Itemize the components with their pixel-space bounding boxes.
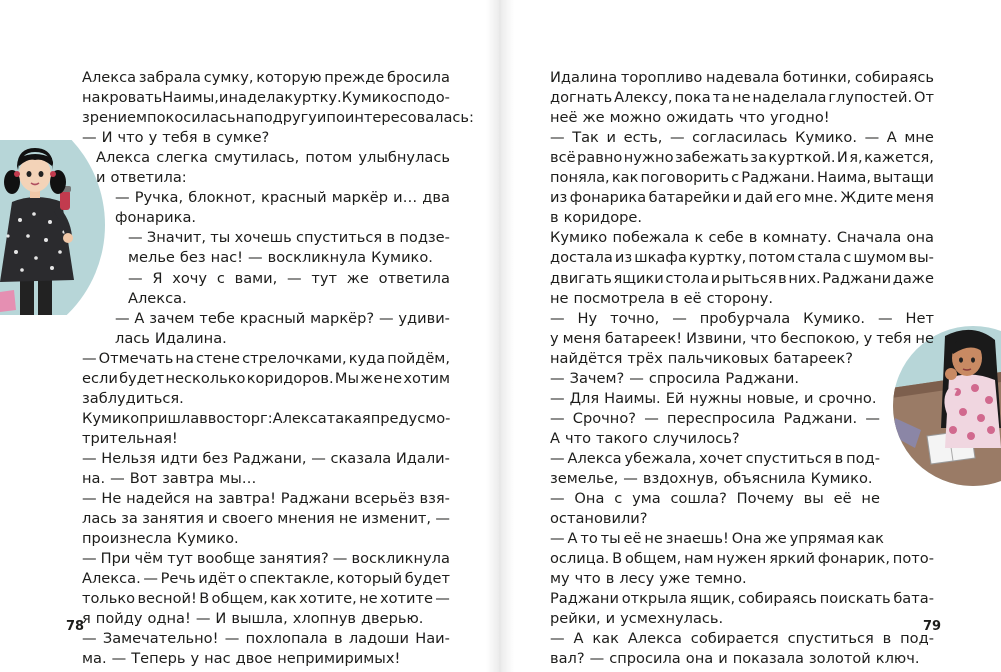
left-page-text-line: — Не надейся на завтра! Раджани всерьёз взя- [82,490,450,508]
right-page-text-line: — Алекса убежала, хочет спуститься в под- [550,449,880,467]
left-page-text-line: — Отмечать на стене стрелочками, куда пойдём, [82,349,450,367]
right-page-text-line: Идалина торопливо надевала ботинки, собираясь [550,69,934,86]
left-page-text-line: Алекса. — Речь идёт о спектакле, который будет [82,570,450,588]
right-page-text-line: Кумико побежала к себе в комнату. Сначала она [550,229,934,247]
page-number-left: 78 [66,619,85,634]
left-page-text-line: — Я хочу с вами, — тут же ответила [128,269,450,287]
right-page-text-line: остановили? [550,510,648,528]
left-page-text-line: — Нельзя идти без Раджани, — сказала Идали- [82,449,450,467]
right-page-text-line: двигать ящики стола и рыться в них. Раджани даже [550,269,934,287]
right-page-text-line: рейки, и усмехнулась. [550,610,724,628]
right-page-text-line: у меня батареек! Извини, что беспокою, у тебя не [550,329,934,347]
right-page-text-line: в коридоре. [550,209,643,227]
book-gutter [486,0,514,672]
right-page-text-line: — Срочно? — переспросила Раджани. — [550,409,880,427]
left-page-text-line: и ответила: [96,169,187,187]
right-page-text-line: — Ну точно, — пробурчала Кумико. — Нет [550,309,934,327]
left-page-text-line: я пойду одна! — И вышла, хлопнув дверью. [82,610,424,628]
right-page-text-line: всё равно нужно забежать за курткой. И я, кажется, [550,149,934,167]
right-page-text-line: — Так и есть, — согласилась Кумико. — А мне [550,129,934,147]
left-page-text-line: — Значит, ты хочешь спуститься в подзе- [128,229,450,247]
left-page-text-line: — При чём тут вообще занятия? — воскликнула [82,550,450,568]
right-page-text-line: — Для Наимы. Ей нужны новые, и срочно. [550,389,877,407]
right-page-text-line: — А как Алекса собирается спуститься в под- [550,630,934,648]
right-page-text-line: — А то ты её не знаешь! Она же упрямая как [550,530,884,548]
right-page-text-line: неё же можно ожидать что угодно! [550,109,830,127]
left-page-text-line: лась Идалина. [115,329,227,347]
right-page-text-line: догнать Алексу, пока та не наделала глупостей. От [550,89,934,107]
left-page-text-line: — И что у тебя в сумке? [82,129,270,147]
alexa-illustration [0,140,110,315]
left-page-text-line: зрением покосилась на подругу и поинтересовалась: [82,109,474,127]
right-page-text-line: вал? — спросила она и показала золотой ключ. [550,650,920,668]
right-page [500,0,1001,672]
left-page-text-line: на. — Вот завтра мы… [82,470,257,487]
left-page-text-line: трительная! [82,429,178,447]
left-page-text-line: на кровать Наимы, и надела куртку. Кумико с подо- [82,89,450,107]
right-page-text-line: му что в лесу уже темно. [550,570,747,588]
left-page-text-line: — Замечательно! — похлопала в ладоши Наи- [82,630,450,648]
left-page-text-line: Алекса забрала сумку, которую прежде бросила [82,69,450,86]
right-page-text-line: земелье, — вздохнув, объяснила Кумико. [550,470,873,487]
left-page-text-line: если будет несколько коридоров. Мы же не хотим [82,369,450,387]
right-page-text-line: А что такого случилось? [550,429,740,447]
left-page-text-line: лась за занятия и своего мнения не изменит, — [82,510,450,528]
left-page-text-line: фонарика. [115,209,197,227]
left-page-text-line: — Ручка, блокнот, красный маркёр и… два [115,189,450,207]
right-page-text-line: из фонарика батарейки и дай его мне. Ждите меня [550,189,934,207]
page-number-right: 79 [923,619,942,634]
left-page [0,0,500,672]
left-page-text-line: — А зачем тебе красный маркёр? — удиви- [115,309,450,327]
right-page-text-line: — Зачем? — спросила Раджани. [550,369,799,387]
left-page-text-line: Алекса слегка смутилась, потом улыбнулась [96,149,450,167]
right-page-text-line: ослица. В общем, нам нужен яркий фонарик, пото- [550,550,934,568]
left-page-text-line: ма. — Теперь у нас двое непримиримых! [82,650,401,668]
left-page-text-line: произнесла Кумико. [82,530,239,548]
right-page-text-line: достала из шкафа куртку, потом стала с шумом вы- [550,249,934,267]
left-page-text-line: мелье без нас! — воскликнула Кумико. [128,249,433,267]
left-page-text-line: заблудиться. [82,389,184,407]
right-page-text-line: — Она с ума сошла? Почему вы её не [550,490,880,508]
left-page-text-line: только весной! В общем, как хотите, не хотите — [82,590,450,608]
right-page-text-line: Раджани открыла ящик, собираясь поискать бата- [550,590,934,608]
right-page-text-line: найдётся трёх пальчиковых батареек? [550,349,853,367]
left-page-text-line: Кумико пришла в восторг: Алекса такая предусмо- [82,409,451,427]
right-page-text-line: не посмотрела в её сторону. [550,289,774,307]
left-page-text-line: Алекса. [128,289,187,307]
right-page-text-line: поняла, как поговорить с Раджани. Наима, вытащи [550,169,934,187]
